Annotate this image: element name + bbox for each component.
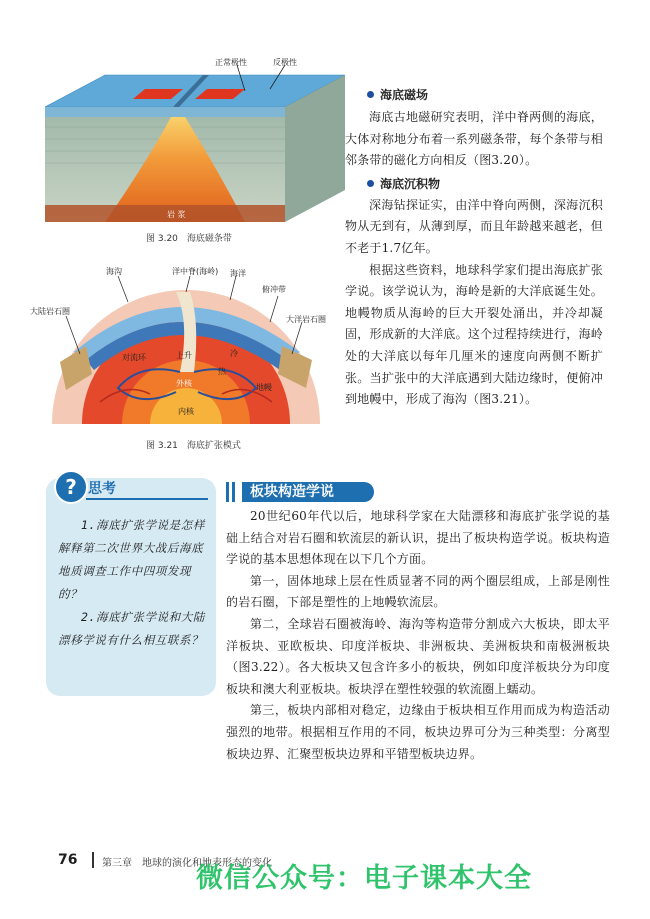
label-outer-core: 外核	[176, 379, 192, 388]
spreading-model-illustration	[30, 262, 342, 424]
label-ocean: 海洋	[230, 269, 246, 278]
section-paragraph-2: 第一，固体地球上层在性质显著不同的两个圈层组成，上部是刚性的岩石圈，下部是塑性的上地幔软流层。	[226, 573, 610, 610]
right-column-text	[345, 86, 603, 411]
think-question-1: 1.海底扩张学说是怎样解释第二次世界大战后海底地质调查工作中四项发现的？	[58, 518, 205, 601]
section-body	[226, 506, 610, 765]
label-reverse-polarity: 反极性	[273, 58, 297, 67]
bullet-icon	[367, 180, 374, 187]
figure-caption-3-21: 图 3.21 海底扩张模式	[146, 441, 241, 451]
page-number: 76	[58, 852, 78, 868]
section-title: 板块构造学说	[242, 482, 374, 502]
label-cold: 冷	[230, 349, 238, 358]
heading-seafloor-sediments: 海底沉积物	[367, 175, 603, 192]
question-icon: ?	[54, 470, 88, 504]
label-rise: 上升	[176, 351, 192, 360]
label-inner-core: 内核	[178, 407, 194, 416]
figure-seafloor-spreading-model	[30, 262, 342, 424]
label-oceanic-lithosphere: 大洋岩石圈	[286, 315, 326, 324]
label-hot: 热	[218, 367, 226, 376]
footer-divider	[92, 852, 94, 868]
section-paragraph-3: 第二，全球岩石圈被海岭、海沟等构造带分割成六大板块，即太平洋板块、亚欧板块、印度洋板块、非洲板块、美洲板块和南极洲板块（图3.22）。各大板块又包含许多小的板块，例如印度洋板块分为印度板块和澳大利亚板块。板块浮在塑性较强的软流圈上蠕动。	[226, 616, 610, 696]
chapter-title: 第三章 地球的演化和地表形态的变化	[102, 858, 272, 869]
label-subduction-zone: 俯冲带	[262, 285, 286, 294]
label-continental-lithosphere: 大陆岩石圈	[30, 307, 70, 316]
paragraph-spreading-theory: 根据这些资料，地球科学家们提出海底扩张学说。该学说认为，海岭是新的大洋底诞生处。地幔物质从海岭的巨大开裂处涌出，并冷却凝固，形成新的大洋底。这个过程持续进行，海岭处的大洋底以每年几厘米的速度向两侧不断扩张。当扩张中的大洋底遇到大陆边缘时，便俯冲到地幔中，形成了海沟（图3.21）。	[345, 262, 603, 407]
think-box-header	[46, 470, 216, 506]
figure-caption-3-20: 图 3.20 海底磁条带	[146, 234, 232, 244]
section-paragraph-1: 20世纪60年代以后，地球科学家在大陆漂移和海底扩张学说的基础上结合对岩石圈和软流层的新认识，提出了板块构造学说。板块构造学说的基本思想体现在以下几个方面。	[226, 509, 610, 567]
heading-seafloor-magnetism: 海底磁场	[367, 86, 603, 103]
label-mid-ocean-ridge: 洋中脊(海岭)	[172, 267, 219, 276]
think-box-title: 思考	[88, 481, 116, 497]
think-box-divider	[86, 498, 208, 500]
bullet-icon	[367, 91, 374, 98]
label-magma: 岩 浆	[167, 210, 186, 219]
label-normal-polarity: 正常极性	[215, 58, 247, 67]
think-box-questions	[58, 514, 206, 652]
paragraph-seafloor-sediments: 深海钻探证实，由洋中脊向两侧，深海沉积物从无到有，从薄到厚，而且年龄越来越老，但不老于1.7亿年。	[345, 197, 603, 255]
think-question-2: 2.海底扩张学说和大陆漂移学说有什么相互联系？	[58, 610, 205, 647]
label-mantle: 地幔	[256, 383, 272, 392]
think-box	[46, 475, 216, 696]
label-convection-cell: 对流环	[122, 353, 146, 362]
magnetic-stripes-illustration	[45, 55, 345, 230]
section-paragraph-4: 第三，板块内部相对稳定，边缘由于板块相互作用而成为构造活动强烈的地带。根据相互作用的不同，板块边界可分为三种类型：分离型板块边界、汇聚型板块边界和平错型板块边界。	[226, 703, 610, 761]
figure-seafloor-magnetic-stripes	[45, 55, 345, 230]
paragraph-seafloor-magnetism: 海底古地磁研究表明，洋中脊两侧的海底，大体对称地分布着一系列磁条带，每个条带与相邻条带的磁化方向相反（图3.20）。	[345, 110, 603, 168]
section-heading-bars	[226, 482, 238, 506]
section-heading	[226, 480, 376, 504]
watermark: 微信公众号：电子课本大全	[196, 863, 532, 894]
label-trench: 海沟	[106, 267, 122, 276]
